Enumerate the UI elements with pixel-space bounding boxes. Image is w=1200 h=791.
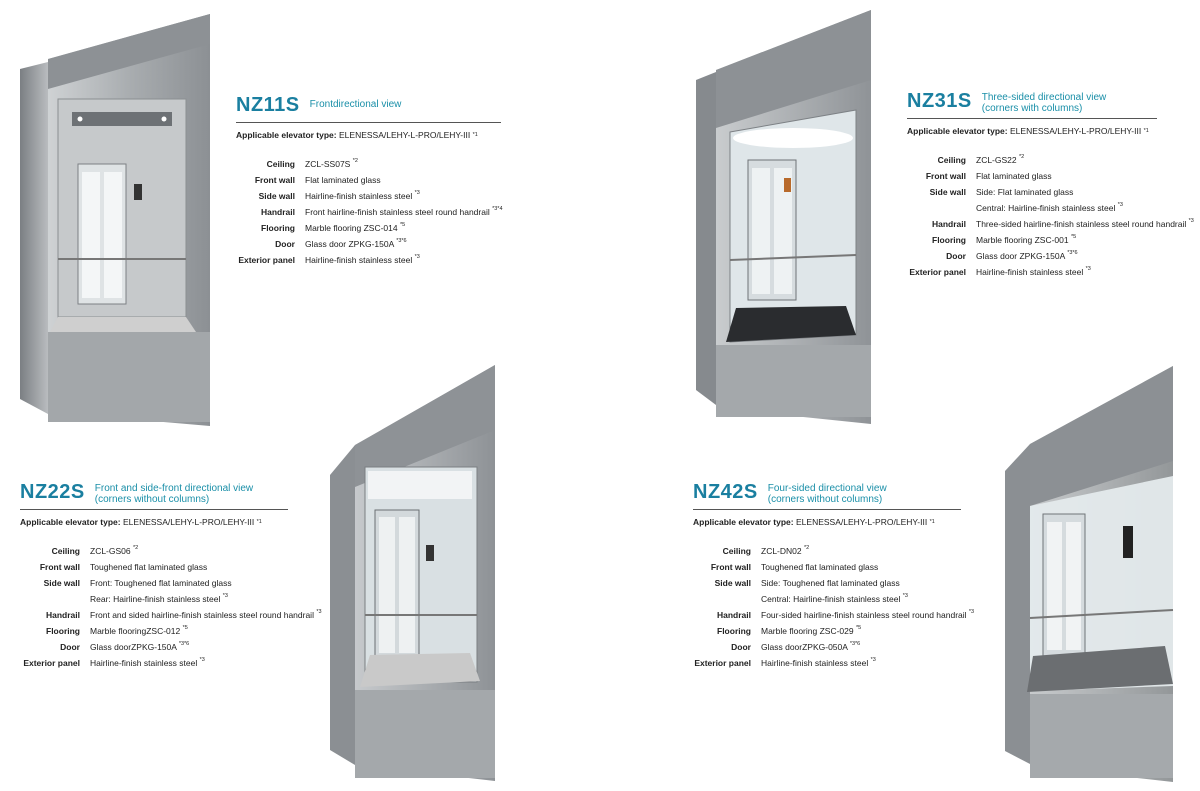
spec-row-flooring: Flooring Marble flooringZSC-012 $^{*5}$ (46, 625, 188, 636)
view-description-sub: (corners with columns) (981, 103, 1083, 114)
spec-row-handrail: Handrail Front and sided hairline-finish stainless steel round handrail $^{*3}$ (45, 609, 322, 620)
spec-row-exterior-panel: Exterior panel Hairline-finish stainless steel $^{*3}$ (694, 657, 876, 668)
spec-row-side-wall: Side wall Hairline-finish stainless steel $^{*3}$ (258, 190, 420, 201)
spec-row-door: Door Glass door ZPKG-150A $^{*3*6}$ (946, 250, 1078, 261)
spec-row-flooring: Flooring Marble flooring ZSC-029 $^{*5}$ (717, 625, 862, 636)
spec-row-side-wall: Side wall Front: Toughened flat laminated glass (43, 578, 232, 588)
view-description: Front and side-front directional view (94, 483, 254, 494)
spec-row-side-wall-cont: Central: Hairline-finish stainless steel $^{*3}$ (976, 202, 1123, 213)
view-description-sub: (corners without columns) (94, 494, 210, 505)
divider (907, 118, 1157, 119)
applicable-type: Applicable elevator type: ELENESSA/LEHY-L-PRO/LEHY-III $^{*1}$ (236, 130, 478, 140)
spec-row-front-wall: Front wall Flat laminated glass (925, 171, 1052, 181)
spec-row-flooring: Flooring Marble flooring ZSC-001 $^{*5}$ (932, 234, 1077, 245)
applicable-type: Applicable elevator type: ELENESSA/LEHY-L-PRO/LEHY-III $^{*1}$ (693, 517, 935, 527)
nz31s-elevator-image (696, 10, 892, 424)
spec-row-front-wall: Front wall Flat laminated glass (254, 175, 381, 185)
nz42s-elevator-image (1005, 366, 1190, 782)
spec-row-side-wall-cont: Central: Hairline-finish stainless steel $^{*3}$ (761, 593, 908, 604)
spec-row-ceiling: Ceiling ZCL-GS22 $^{*2}$ (937, 154, 1025, 165)
spec-row-side-wall: Side wall Side: Toughened flat laminated glass (714, 578, 900, 588)
spec-row-side-wall-cont: Rear: Hairline-finish stainless steel $^{*3}$ (90, 593, 228, 604)
spec-row-ceiling: Ceiling ZCL-GS06 $^{*2}$ (51, 545, 139, 556)
spec-row-exterior-panel: Exterior panel Hairline-finish stainless steel $^{*3}$ (909, 266, 1091, 277)
spec-row-front-wall: Front wall Toughened flat laminated glass (39, 562, 208, 572)
view-description: Four-sided directional view (767, 483, 887, 494)
spec-row-exterior-panel: Exterior panel Hairline-finish stainless steel $^{*3}$ (238, 254, 420, 265)
applicable-type: Applicable elevator type: ELENESSA/LEHY-L-PRO/LEHY-III $^{*1}$ (907, 126, 1149, 136)
applicable-type: Applicable elevator type: ELENESSA/LEHY-L-PRO/LEHY-III $^{*1}$ (20, 517, 262, 527)
nz22s-elevator-image (330, 365, 500, 781)
nz11s-spec (236, 94, 501, 268)
view-description-sub: (corners without columns) (767, 494, 883, 505)
divider (693, 509, 961, 510)
nz22s-spec (20, 481, 320, 671)
spec-row-ceiling: Ceiling ZCL-SS07S $^{*2}$ (266, 158, 358, 169)
divider (20, 509, 288, 510)
nz42s-spec (693, 481, 993, 671)
spec-row-handrail: Handrail Four-sided hairline-finish stainless steel round handrail $^{*3}$ (716, 609, 975, 620)
spec-row-handrail: Handrail Front hairline-finish stainless steel round handrail $^{*3*4}$ (260, 206, 503, 217)
view-description: Frontdirectional view (309, 99, 402, 110)
nz11s-elevator-image (20, 14, 235, 430)
spec-row-door: Door Glass door ZPKG-150A $^{*3*6}$ (275, 238, 407, 249)
spec-row-door: Door Glass doorZPKG-150A $^{*3*6}$ (60, 641, 190, 652)
spec-row-handrail: Handrail Three-sided hairline-finish stainless steel round handrail $^{*3}$ (931, 218, 1194, 229)
spec-row-flooring: Flooring Marble flooring ZSC-014 $^{*5}$ (261, 222, 406, 233)
spec-row-door: Door Glass doorZPKG-050A $^{*3*6}$ (731, 641, 861, 652)
spec-row-exterior-panel: Exterior panel Hairline-finish stainless steel $^{*3}$ (23, 657, 205, 668)
spec-row-ceiling: Ceiling ZCL-DN02 $^{*2}$ (722, 545, 810, 556)
model-name: NZ31S (907, 90, 972, 112)
model-name: NZ42S (693, 481, 758, 503)
divider (236, 122, 501, 123)
model-name: NZ22S (20, 481, 85, 503)
model-name: NZ11S (236, 94, 300, 116)
spec-row-side-wall: Side wall Side: Flat laminated glass (929, 187, 1074, 197)
spec-row-front-wall: Front wall Toughened flat laminated glass (710, 562, 879, 572)
view-description: Three-sided directional view (981, 92, 1107, 103)
nz31s-spec (907, 90, 1194, 280)
